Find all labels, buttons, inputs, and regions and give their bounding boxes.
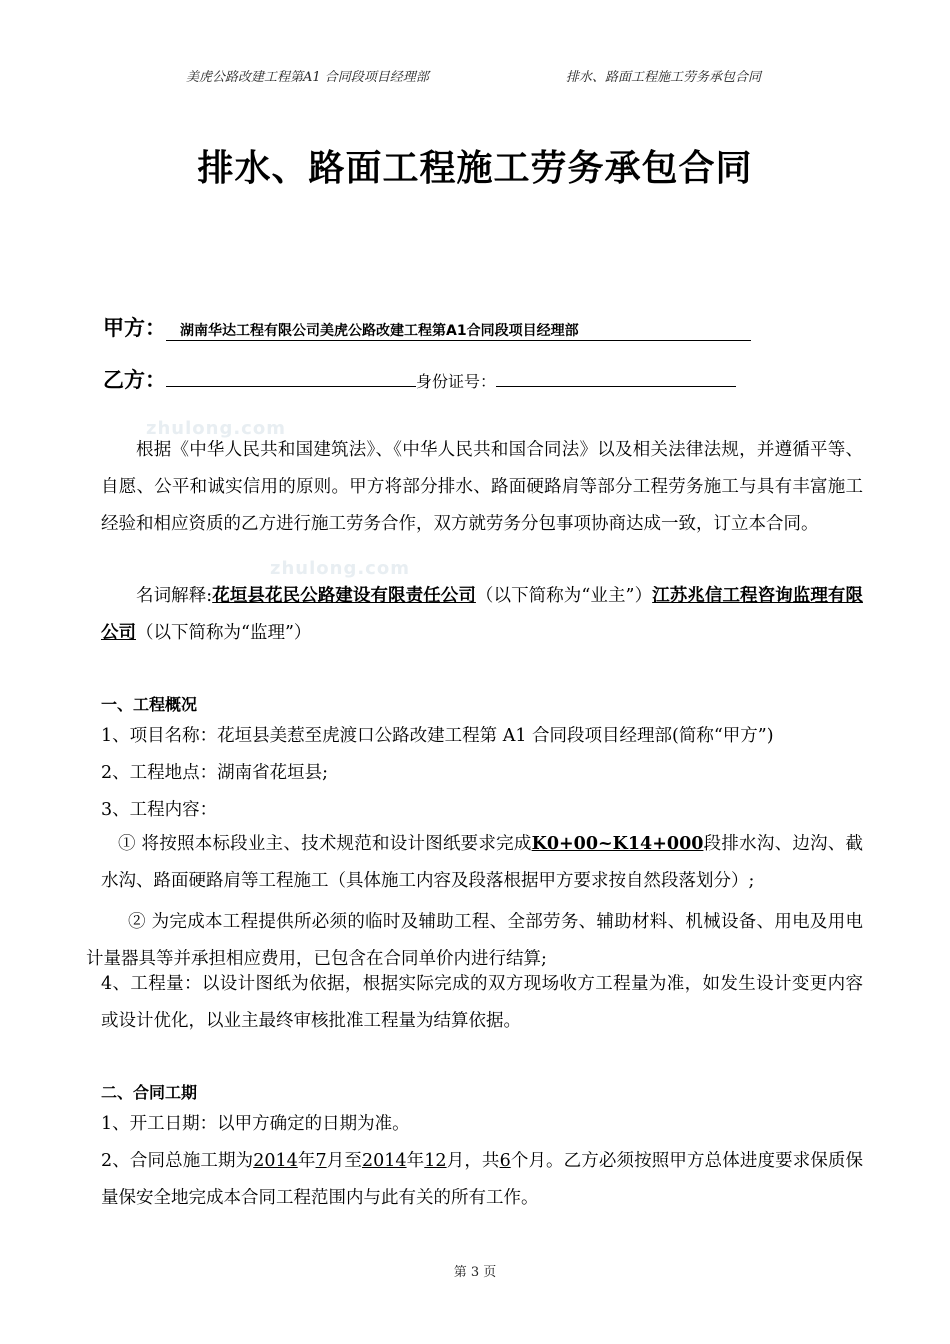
content-subitem-2: ② 为完成本工程提供所必须的临时及辅助工程、全部劳务、辅助材料、机械设备、用电及用电计量器具等并承担相应费用，已包含在合同单价内进行结算; bbox=[86, 912, 863, 969]
start-year: 2014 bbox=[253, 1151, 298, 1171]
duration-text: 月至 bbox=[326, 1151, 362, 1171]
intro-paragraph: 根据《中华人民共和国建筑法》、《中华人民共和国合同法》以及相关法律法规，并遵循平等、自愿、公平和诚实信用的原则。甲方将部分排水、路面硬路肩等部分工程劳务施工与具有丰富施工经验和相应资质的乙方进行施工劳务合作，双方就劳务分包事项协商达成一致，订立本合同。 bbox=[101, 440, 863, 534]
project-name-item: 1、项目名称：花垣县美惹至虎渡口公路改建工程第 A1 合同段项目经理部(简称“甲方”) bbox=[101, 726, 774, 746]
party-b-line bbox=[103, 364, 736, 394]
duration-text: 2、合同总施工期为 bbox=[101, 1151, 254, 1171]
section-heading: 二、合同工期 bbox=[101, 1083, 198, 1102]
owner-name: 花垣县花民公路建设有限责任公司 bbox=[212, 586, 476, 606]
party-b-name-blank bbox=[166, 368, 416, 387]
definitions-prefix: 名词解释: bbox=[136, 586, 213, 606]
duration-text: 年 bbox=[297, 1151, 316, 1171]
watermark: zhulong.com bbox=[146, 418, 286, 439]
supervisor-name: 江苏兆信工程咨询监理有限公司 bbox=[101, 586, 863, 643]
id-number-blank bbox=[496, 368, 736, 387]
running-header-right: 排水、路面工程施工劳务承包合同 bbox=[566, 70, 762, 85]
duration-text: 月，共 bbox=[446, 1151, 500, 1171]
chainage-range: K0+00~K14+000 bbox=[531, 834, 704, 854]
owner-note: （以下简称为“业主”） bbox=[475, 586, 653, 606]
supervisor-note: （以下简称为“监理”） bbox=[136, 623, 312, 643]
total-months: 6 bbox=[499, 1151, 511, 1171]
section-heading: 一、工程概况 bbox=[101, 695, 198, 714]
party-a-value: 湖南华达工程有限公司美虎公路改建工程第A1合同段项目经理部 bbox=[166, 320, 751, 341]
document-title: 排水、路面工程施工劳务承包合同 bbox=[197, 147, 753, 189]
project-content-item: 3、工程内容： bbox=[101, 800, 218, 820]
duration-text: 个月。乙方必须按照甲方总体进度要求保质保量保安全地完成本合同工程范围内与此有关的所有工作。 bbox=[101, 1151, 864, 1208]
project-location-item: 2、工程地点：湖南省花垣县; bbox=[101, 763, 329, 783]
content-subitem-1 bbox=[101, 826, 863, 900]
party-a-line bbox=[103, 312, 751, 342]
end-year: 2014 bbox=[362, 1151, 407, 1171]
duration-item bbox=[101, 1143, 863, 1217]
subitem-1-prefix: ① 将按照本标段业主、技术规范和设计图纸要求完成 bbox=[118, 834, 532, 854]
duration-text: 年 bbox=[406, 1151, 425, 1171]
page-number: 第 3 页 bbox=[453, 1265, 497, 1280]
definitions-paragraph bbox=[101, 578, 863, 652]
end-month: 12 bbox=[424, 1151, 447, 1171]
running-header-left: 美虎公路改建工程第A1 合同段项目经理部 bbox=[186, 70, 429, 85]
watermark: zhulong.com bbox=[270, 558, 410, 579]
id-number-label: 身份证号： bbox=[416, 372, 497, 391]
start-date-item: 1、开工日期：以甲方确定的日期为准。 bbox=[101, 1114, 410, 1134]
start-month: 7 bbox=[315, 1151, 327, 1171]
party-a-label: 甲方： bbox=[103, 316, 166, 340]
subitem-1-suffix: 段排水沟、边沟、截水沟、路面硬路肩等工程施工（具体施工内容及段落根据甲方要求按自然段落划分）; bbox=[101, 834, 864, 891]
party-b-label: 乙方： bbox=[103, 368, 166, 392]
quantity-item: 4、工程量：以设计图纸为依据，根据实际完成的双方现场收方工程量为准，如发生设计变更内容或设计优化，以业主最终审核批准工程量为结算依据。 bbox=[101, 974, 863, 1031]
